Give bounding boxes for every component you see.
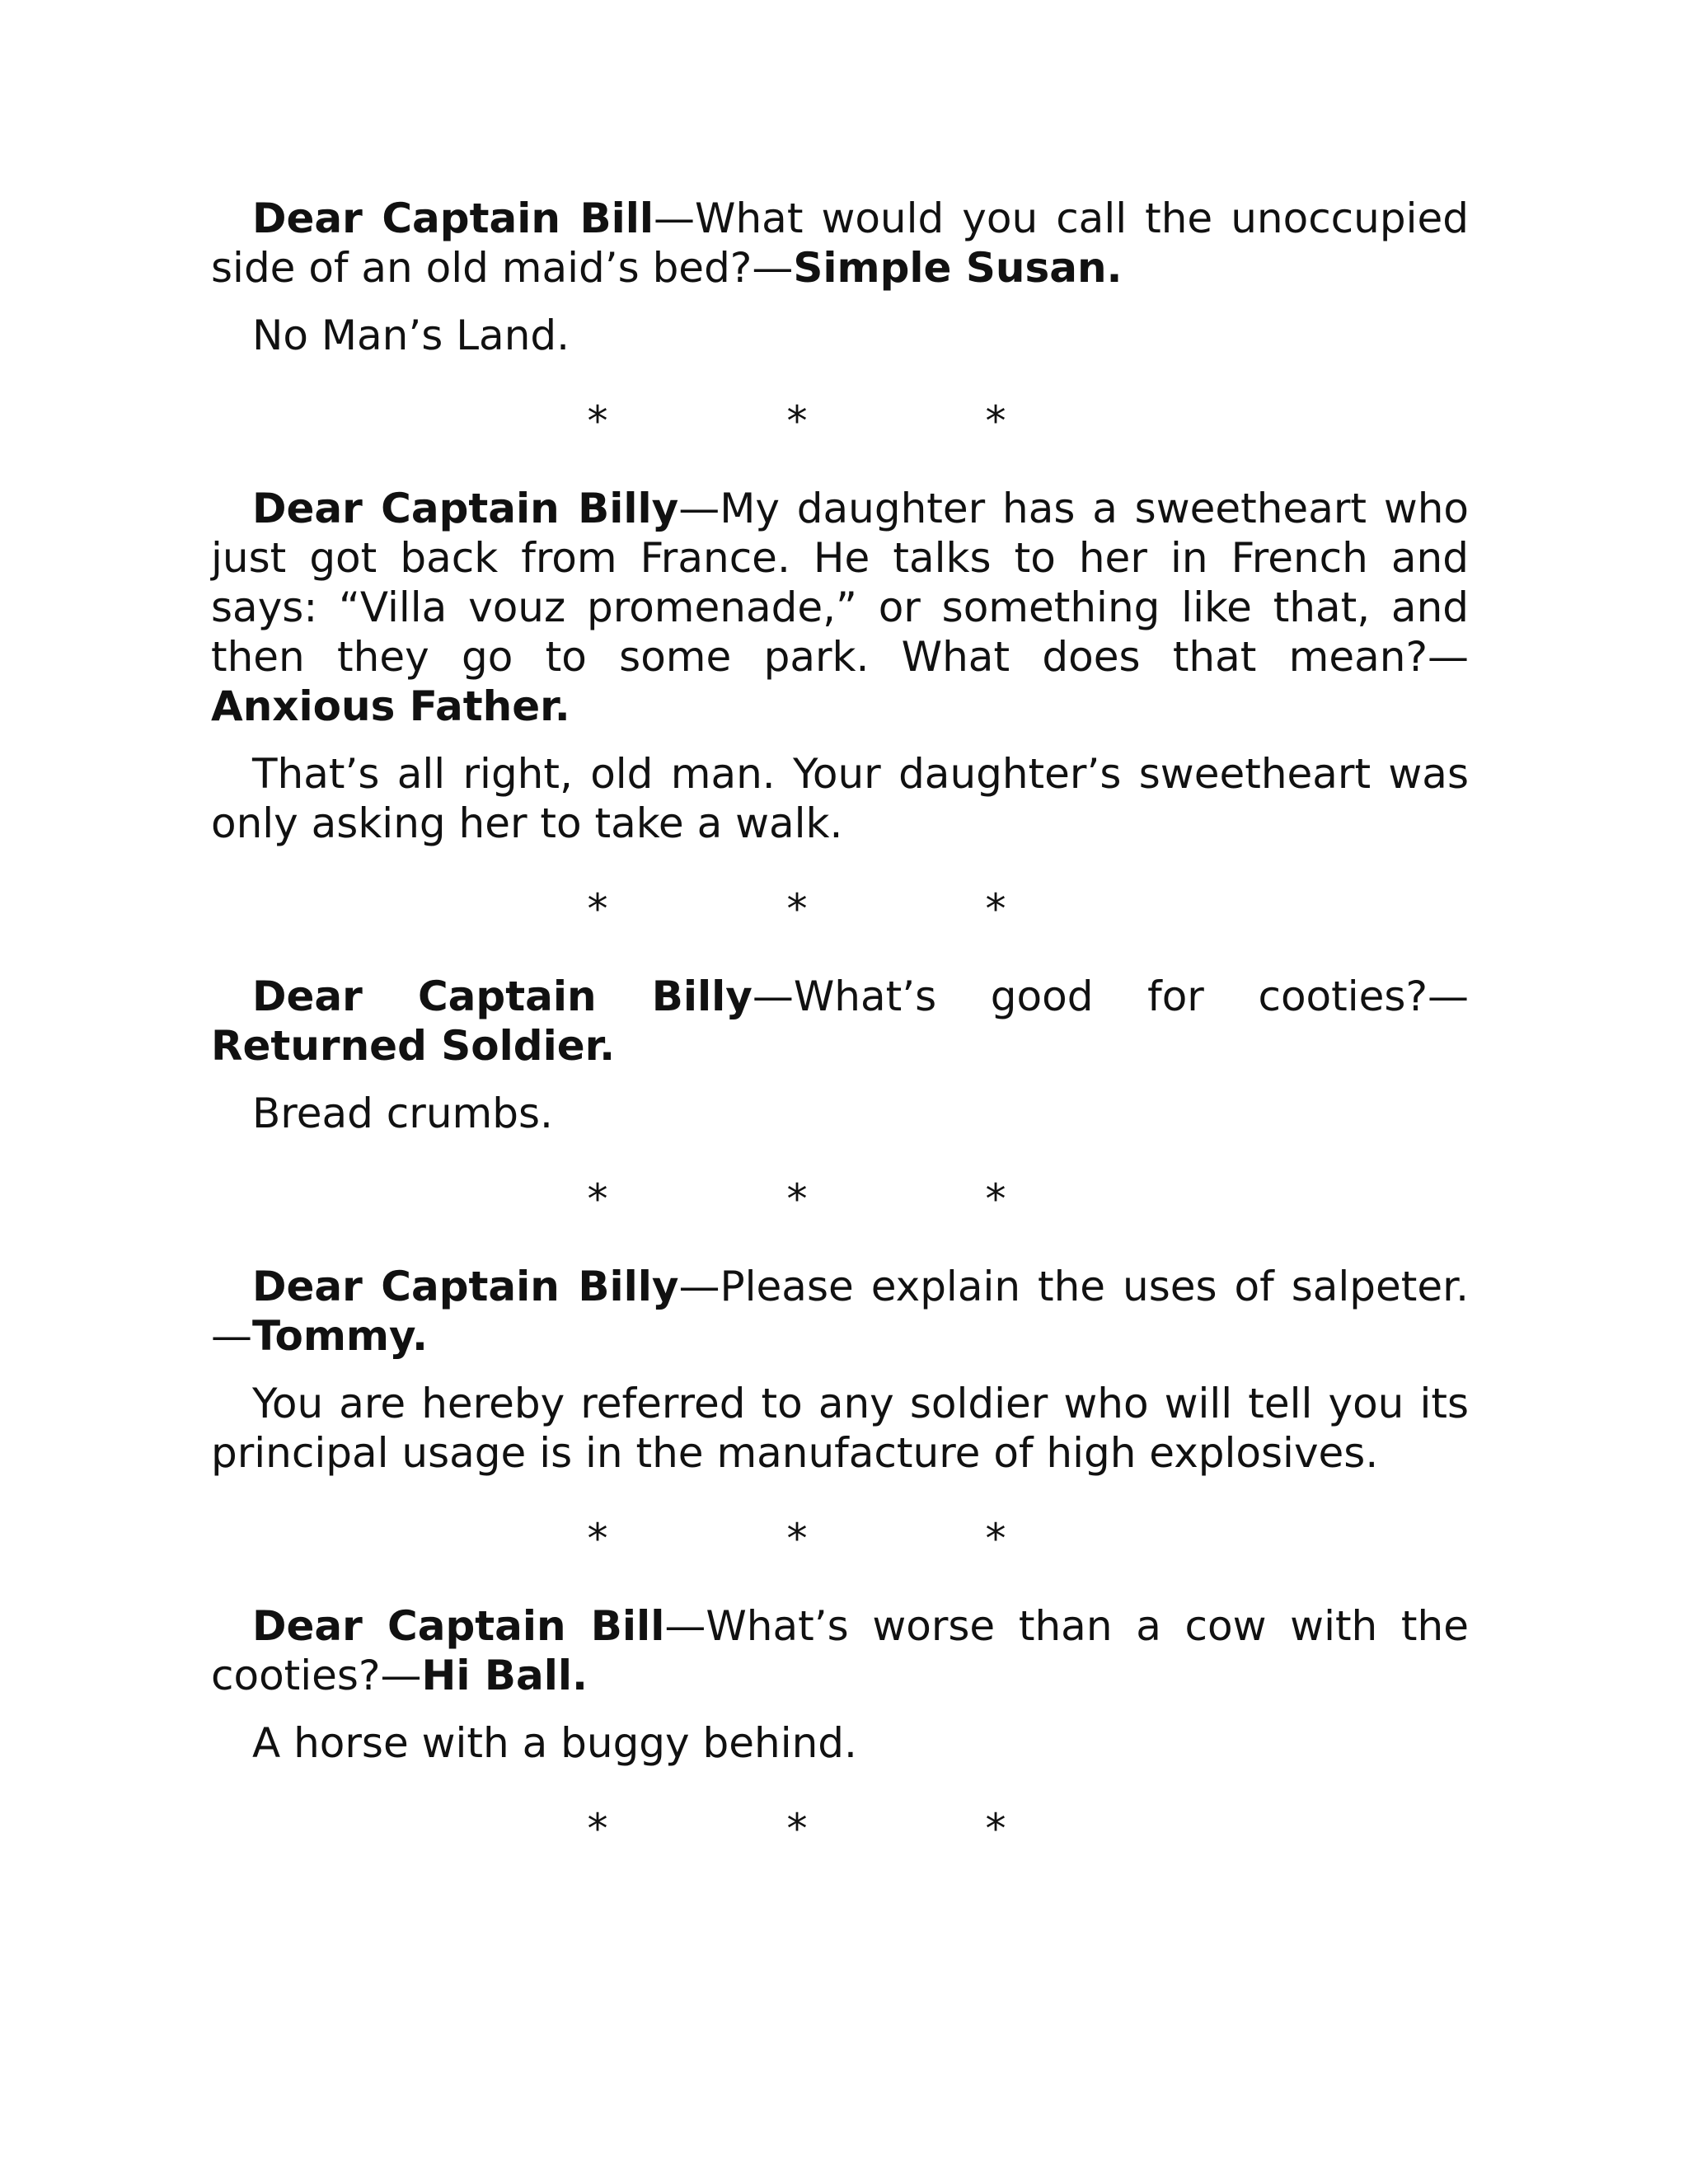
- letter-salutation: Dear Captain Billy: [252, 1263, 679, 1310]
- letter-salutation: Dear Captain Billy: [252, 485, 679, 532]
- separator-asterisk: *: [587, 1515, 608, 1563]
- letter-entry: [211, 484, 1469, 848]
- letter-question-text: —My daughter has a sweetheart who just got back from France. He talks to her in French and says: “Villa vouz promenade,” or something like that, and then they go to some park. What does that mean?—: [211, 485, 1469, 681]
- separator-asterisk: *: [985, 1805, 1006, 1853]
- letter-answer: Bread crumbs.: [252, 1090, 553, 1137]
- letter-question: [211, 194, 1469, 293]
- separator-asterisk: *: [786, 885, 808, 933]
- letter-entry: [211, 1601, 1469, 1768]
- letter-question-text: —What’s good for cooties?—: [752, 972, 1469, 1020]
- letter-salutation: Dear Captain Billy: [252, 972, 753, 1020]
- letter-entry: [211, 972, 1469, 1138]
- letter-signature: Anxious Father.: [211, 682, 570, 730]
- section-separator: [211, 1804, 1469, 1854]
- separator-asterisk: *: [786, 1175, 808, 1223]
- separator-asterisk: *: [786, 1805, 808, 1853]
- letter-entry: [211, 1262, 1469, 1478]
- letter-question: [211, 484, 1469, 731]
- document-page: [211, 194, 1469, 1891]
- section-separator: [211, 1514, 1469, 1563]
- separator-asterisk: *: [786, 397, 808, 445]
- letter-salutation: Dear Captain Bill: [252, 1602, 665, 1650]
- separator-asterisk: *: [587, 1175, 608, 1223]
- separator-asterisk: *: [587, 885, 608, 933]
- letter-question: [211, 1262, 1469, 1361]
- separator-asterisk: *: [587, 397, 608, 445]
- letter-salutation: Dear Captain Bill: [252, 194, 654, 242]
- letter-signature: Returned Soldier.: [211, 1022, 616, 1070]
- separator-asterisk: *: [985, 1175, 1006, 1223]
- letter-signature: Hi Ball.: [421, 1652, 588, 1699]
- letter-answer: A horse with a buggy behind.: [252, 1719, 857, 1767]
- letter-question-text: —Please explain the uses of salpeter.—: [211, 1263, 1470, 1360]
- section-separator: [211, 396, 1469, 446]
- letter-answer: No Man’s Land.: [252, 312, 570, 359]
- letter-entry: [211, 194, 1469, 360]
- letter-signature: Tommy.: [252, 1312, 429, 1360]
- letter-answer: You are hereby referred to any soldier who will tell you its principal usage is in the manufacture of high explosives.: [211, 1380, 1469, 1477]
- letter-question: [211, 1601, 1469, 1700]
- letter-answer: That’s all right, old man. Your daughter’s sweetheart was only asking her to take a walk.: [211, 750, 1469, 847]
- separator-asterisk: *: [985, 397, 1006, 445]
- letter-question-text: —What’s worse than a cow with the cooties?—: [211, 1602, 1469, 1699]
- separator-asterisk: *: [985, 885, 1006, 933]
- letter-signature: Simple Susan.: [793, 244, 1123, 292]
- separator-asterisk: *: [786, 1515, 808, 1563]
- separator-asterisk: *: [587, 1805, 608, 1853]
- letter-question: [211, 972, 1469, 1071]
- separator-asterisk: *: [985, 1515, 1006, 1563]
- section-separator: [211, 1174, 1469, 1224]
- letter-question-text: —What would you call the unoccupied side of an old maid’s bed?—: [211, 194, 1469, 292]
- section-separator: [211, 884, 1469, 934]
